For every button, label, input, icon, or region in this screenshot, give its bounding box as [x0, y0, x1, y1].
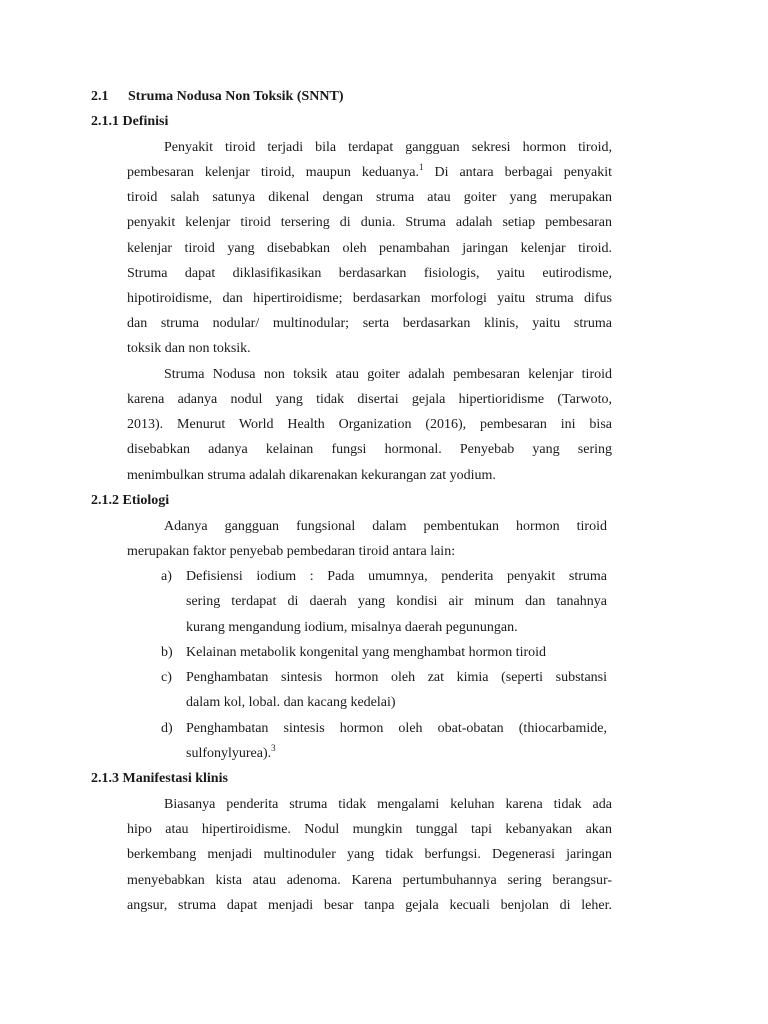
line-text: Di antara berbagai penyakit — [423, 165, 613, 180]
paragraph-line: kelenjar tiroid yang disebabkan oleh penambahan jaringan kelenjar tiroid. — [127, 241, 612, 256]
section-title: Struma Nodusa Non Toksik (SNNT) — [128, 89, 344, 104]
paragraph-line: karena adanya nodul yang tidak disertai gejala hipertioridisme (Tarwoto, — [127, 392, 612, 407]
paragraph-line: tiroid salah satunya dikenal dengan struma atau goiter yang merupakan — [127, 190, 612, 205]
paragraph-line: angsur, struma dapat menjadi besar tanpa gejala kecuali benjolan di leher. — [127, 898, 612, 913]
footnote-ref: 3 — [271, 743, 276, 753]
line-text: sulfonylyurea). — [186, 746, 272, 761]
footnote-ref: 1 — [418, 162, 424, 172]
list-item-line: Defisiensi iodium : Pada umumnya, penderita penyakit struma — [186, 569, 607, 584]
paragraph-line: hipotiroidisme, dan hipertiroidisme; berdasarkan morfologi yaitu struma difus — [127, 291, 612, 306]
paragraph-line: Biasanya penderita struma tidak mengalami keluhan karena tidak ada — [164, 797, 612, 812]
paragraph-line: dan struma nodular/ multinodular; serta berdasarkan klinis, yaitu struma — [127, 316, 612, 331]
section-number: 2.1.2 — [91, 493, 119, 508]
list-item-line: kurang mengandung iodium, misalnya daerah pegunungan. — [186, 620, 518, 635]
list-item-line: Penghambatan sintesis hormon oleh zat kimia (seperti substansi — [186, 670, 607, 685]
section-title: Manifestasi klinis — [122, 771, 228, 786]
paragraph-line: Adanya gangguan fungsional dalam pembentukan hormon tiroid — [164, 519, 607, 534]
paragraph-line: menimbulkan struma adalah dikarenakan kekurangan zat yodium. — [127, 468, 496, 483]
paragraph-line: berkembang menjadi multinoduler yang tidak berfungsi. Degenerasi jaringan — [127, 847, 612, 862]
section-title: Etiologi — [122, 493, 170, 508]
list-marker: d) — [161, 721, 173, 736]
section-number: 2.1.3 — [91, 771, 119, 786]
paragraph-line: Struma dapat diklasifikasikan berdasarkan fisiologis, yaitu eutirodisme, — [127, 266, 612, 281]
paragraph-line: Struma Nodusa non toksik atau goiter adalah pembesaran kelenjar tiroid — [164, 367, 612, 382]
section-title: Definisi — [122, 114, 169, 129]
paragraph-line: 2013). Menurut World Health Organization (2016), pembesaran ini bisa — [127, 417, 612, 432]
paragraph-line: hipo atau hipertiroidisme. Nodul mungkin tunggal tapi kebanyakan akan — [127, 822, 612, 837]
list-item-line: sering terdapat di daerah yang kondisi air minum dan tanahnya — [186, 594, 607, 609]
list-marker: b) — [161, 645, 173, 660]
section-number: 2.1 — [91, 89, 109, 104]
paragraph-line: Penyakit tiroid terjadi bila terdapat gangguan sekresi hormon tiroid, — [164, 140, 612, 155]
paragraph-line: merupakan faktor penyebab pembedaran tiroid antara lain: — [127, 544, 456, 559]
line-text: pembesaran kelenjar tiroid, maupun keduanya. — [127, 165, 419, 180]
paragraph-line: toksik dan non toksik. — [127, 341, 251, 356]
list-item-line: dalam kol, lobal. dan kacang kedelai) — [186, 695, 396, 710]
list-item-line: Penghambatan sintesis hormon oleh obat-obatan (thiocarbamide, — [186, 721, 607, 736]
section-heading-2-1 — [91, 88, 344, 106]
paragraph-line: menyebabkan kista atau adenoma. Karena pertumbuhannya sering berangsur- — [127, 873, 612, 888]
paragraph-line — [127, 164, 612, 182]
list-item-line — [186, 745, 607, 763]
paragraph-line: disebabkan adanya kelainan fungsi hormonal. Penyebab yang sering — [127, 442, 612, 457]
list-item-line: Kelainan metabolik kongenital yang menghambat hormon tiroid — [186, 645, 547, 660]
list-marker: a) — [161, 569, 172, 584]
section-heading-2-1-2 — [91, 492, 169, 510]
section-heading-2-1-3 — [91, 770, 228, 788]
list-marker: c) — [161, 670, 172, 685]
paragraph-line: penyakit kelenjar tiroid tersering di dunia. Struma adalah setiap pembesaran — [127, 215, 612, 230]
section-number: 2.1.1 — [91, 114, 119, 129]
section-heading-2-1-1 — [91, 113, 168, 131]
